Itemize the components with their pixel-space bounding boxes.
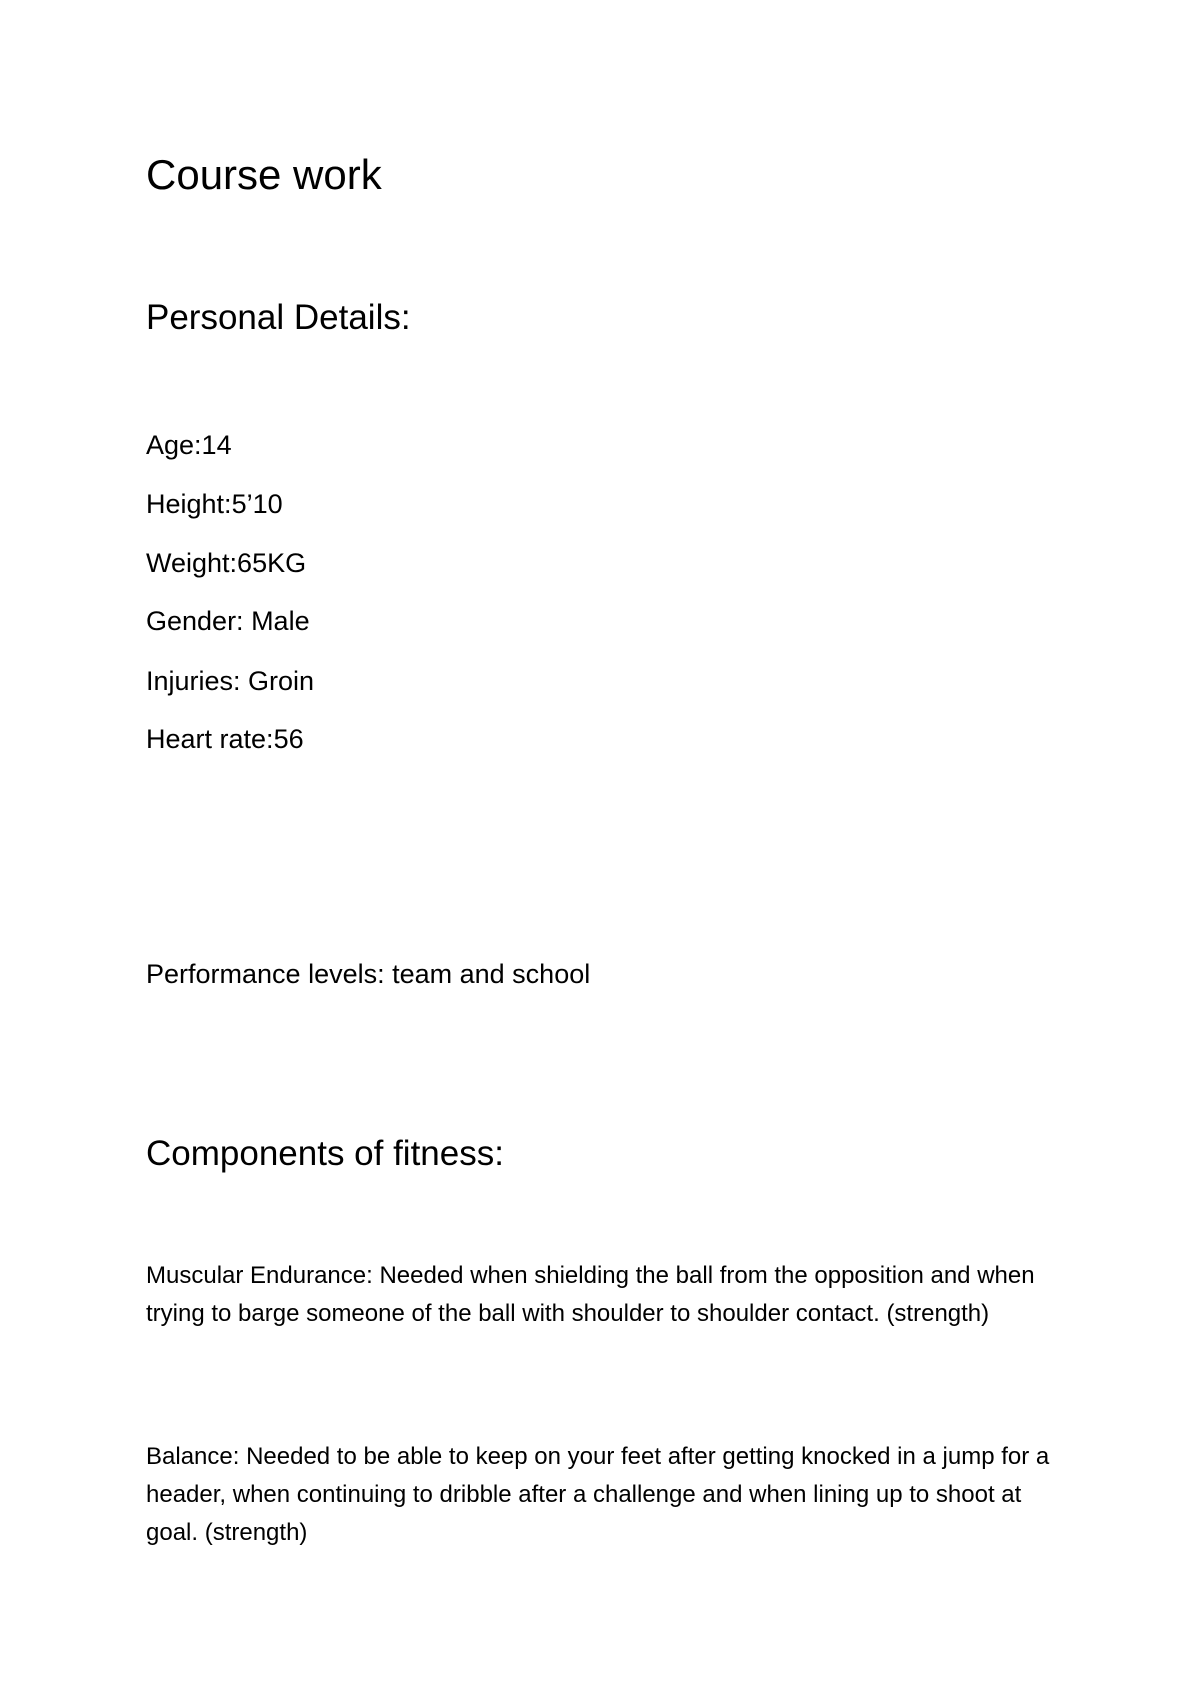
detail-label: Height: <box>146 489 232 519</box>
detail-value: Groin <box>248 666 315 696</box>
detail-height <box>146 488 283 520</box>
detail-label: Heart rate: <box>146 724 274 754</box>
detail-injuries <box>146 665 314 697</box>
detail-weight <box>146 547 306 579</box>
detail-label: Weight: <box>146 548 238 578</box>
detail-heart-rate <box>146 723 304 755</box>
component-muscular-endurance: Muscular Endurance: Needed when shielding the ball from the opposition and when trying to barge someone of the ball with shoulder to shoulder contact. (strength) <box>146 1262 1035 1327</box>
component-balance: Balance: Needed to be able to keep on your feet after getting knocked in a jump for a header, when continuing to dribble after a challenge and when lining up to shoot at goal. (strength) <box>146 1443 1050 1546</box>
detail-label: Age: <box>146 430 202 460</box>
document-title: Course work <box>146 151 382 198</box>
performance-levels: Performance levels: team and school <box>146 959 591 989</box>
detail-value: 5’10 <box>231 489 283 519</box>
personal-details-heading: Personal Details: <box>146 298 411 337</box>
detail-value: 65KG <box>237 548 307 578</box>
detail-label: Gender: <box>146 606 252 636</box>
detail-value: 56 <box>273 724 304 754</box>
detail-value: Male <box>251 606 310 636</box>
detail-label: Injuries: <box>146 666 249 696</box>
detail-age <box>146 429 232 461</box>
detail-gender <box>146 605 310 637</box>
detail-value: 14 <box>201 430 232 460</box>
components-heading: Components of fitness: <box>146 1134 504 1173</box>
